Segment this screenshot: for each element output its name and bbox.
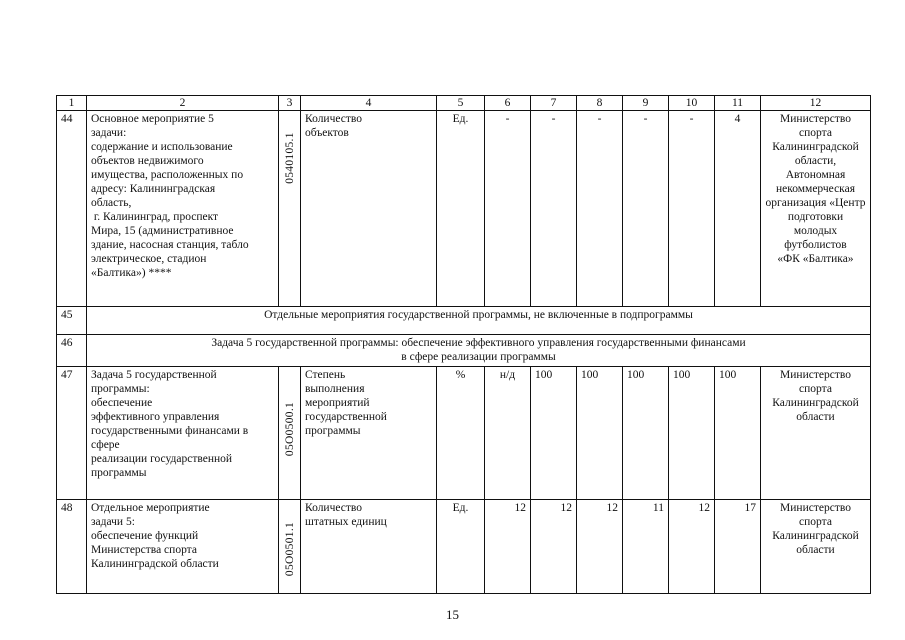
header-cell: 10	[669, 96, 715, 111]
unit: %	[437, 367, 485, 500]
value-cell: 12	[485, 500, 531, 594]
value-cell: -	[531, 111, 577, 307]
header-cell: 12	[761, 96, 871, 111]
budget-code: 05О0500.1	[283, 401, 296, 457]
value-cell: 11	[623, 500, 669, 594]
page-number: 15	[446, 607, 459, 622]
value-cell: 100	[577, 367, 623, 500]
value-cell: н/д	[485, 367, 531, 500]
value-cell: 100	[715, 367, 761, 500]
activity-name: Задача 5 государственной программы: обеспечение эффективного управления государственными финансами в сфере реализации государственной программы	[87, 367, 279, 500]
unit: Ед.	[437, 500, 485, 594]
indicator-name: Степень выполнения мероприятий государственной программы	[301, 367, 437, 500]
header-row	[57, 96, 871, 111]
value-cell: 17	[715, 500, 761, 594]
value-cell: 4	[715, 111, 761, 307]
section-heading: Отдельные мероприятия государственной программы, не включенные в подпрограммы	[87, 307, 871, 335]
header-cell: 2	[87, 96, 279, 111]
header-cell: 7	[531, 96, 577, 111]
task-heading: Задача 5 государственной программы: обеспечение эффективного управления государственными финансами в сфере реализации программы	[87, 335, 871, 367]
header-cell: 4	[301, 96, 437, 111]
value-cell: -	[623, 111, 669, 307]
header-cell: 9	[623, 96, 669, 111]
indicator-name: Количество объектов	[301, 111, 437, 307]
value-cell: 100	[531, 367, 577, 500]
unit: Ед.	[437, 111, 485, 307]
table-row	[57, 335, 871, 367]
value-cell: -	[577, 111, 623, 307]
value-cell: 100	[669, 367, 715, 500]
row-number: 46	[57, 335, 87, 367]
header-cell: 11	[715, 96, 761, 111]
value-cell: 100	[623, 367, 669, 500]
executor: Министерство спорта Калининградской области, Автономная некоммерческая организация «Центр подготовки молодых футболистов «ФК «Балтика»	[761, 111, 871, 307]
activity-name: Основное мероприятие 5 задачи: содержание и использование объектов недвижимого имущества, расположенных по адресу: Калининградская область, г. Калининград, проспект Мира, 15 (административное здание, насосная станция, табло электрическое, стадион «Балтика») ****	[87, 111, 279, 307]
value-cell: 12	[531, 500, 577, 594]
value-cell: -	[669, 111, 715, 307]
header-cell: 5	[437, 96, 485, 111]
header-cell: 1	[57, 96, 87, 111]
budget-code: 05О0501.1	[283, 521, 296, 577]
indicator-name: Количество штатных единиц	[301, 500, 437, 594]
budget-code: 0540105.1	[283, 132, 296, 184]
table-row	[57, 307, 871, 335]
header-cell: 6	[485, 96, 531, 111]
header-cell: 8	[577, 96, 623, 111]
executor: Министерство спорта Калининградской области	[761, 500, 871, 594]
row-number: 44	[57, 111, 87, 307]
header-cell: 3	[279, 96, 301, 111]
row-number: 47	[57, 367, 87, 500]
activity-name: Отдельное мероприятие задачи 5: обеспечение функций Министерства спорта Калининградской области	[87, 500, 279, 594]
table-row	[57, 500, 871, 594]
value-cell: 12	[669, 500, 715, 594]
table-row	[57, 367, 871, 500]
budget-code-cell	[279, 367, 301, 500]
value-cell: -	[485, 111, 531, 307]
executor: Министерство спорта Калининградской области	[761, 367, 871, 500]
row-number: 48	[57, 500, 87, 594]
program-table	[56, 95, 871, 594]
row-number: 45	[57, 307, 87, 335]
value-cell: 12	[577, 500, 623, 594]
table-row	[57, 111, 871, 307]
budget-code-cell	[279, 500, 301, 594]
budget-code-cell	[279, 111, 301, 307]
